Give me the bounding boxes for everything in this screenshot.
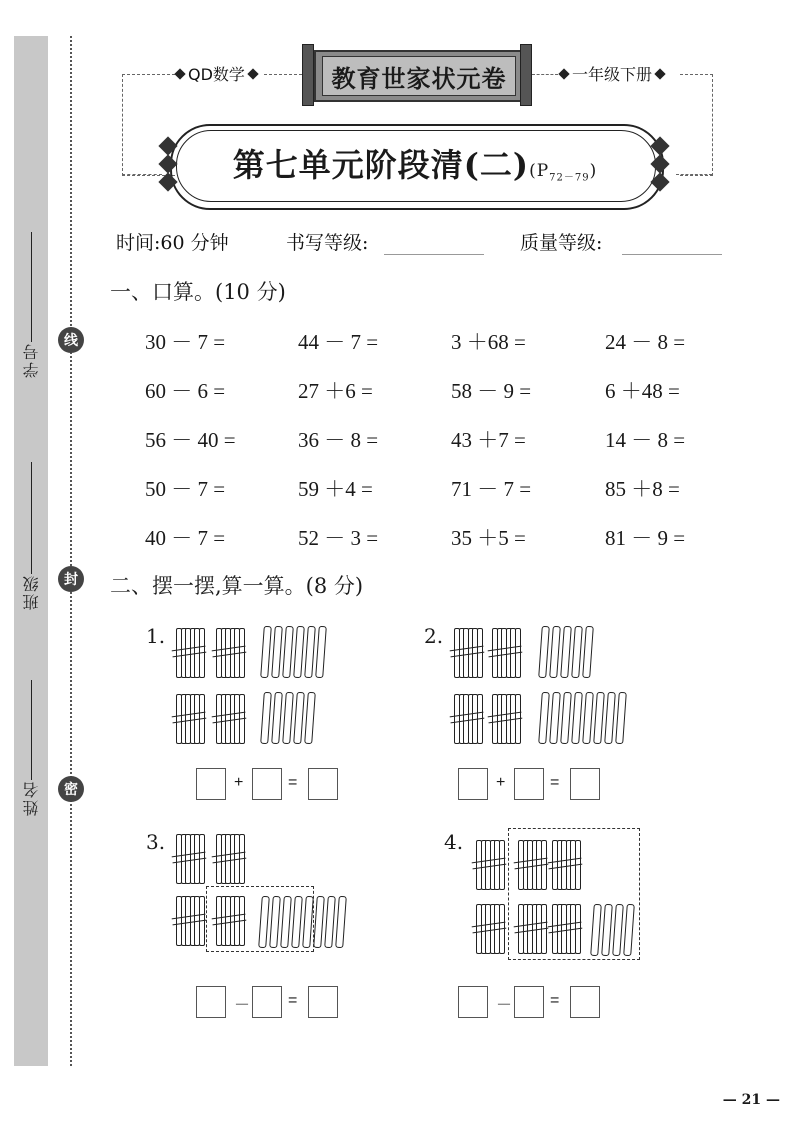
scroll-rod-right xyxy=(520,44,532,106)
single-stick-icon xyxy=(538,626,550,678)
diamond-icon xyxy=(158,154,177,173)
single-stick-icon xyxy=(582,626,594,678)
student-id-field xyxy=(14,232,48,378)
fold-dotted-line xyxy=(70,36,72,1066)
operator-sign: － xyxy=(234,997,251,1014)
answer-box[interactable] xyxy=(458,986,488,1018)
single-stick-icon xyxy=(293,692,305,744)
answer-box[interactable] xyxy=(570,986,600,1018)
time-limit: 时间:60 分钟 xyxy=(116,232,229,254)
single-stick-icon xyxy=(335,896,347,948)
single-stick-icon xyxy=(304,626,316,678)
equals-sign: = xyxy=(550,992,560,1009)
banner-body xyxy=(314,50,524,102)
right-connector-foot xyxy=(676,174,712,175)
diamond-icon xyxy=(558,68,569,79)
equals-sign: = xyxy=(550,774,560,791)
quality-grade-field[interactable] xyxy=(622,254,722,255)
subject-tag-text: QD数学 xyxy=(188,65,245,84)
grade-tag-text: 一年级下册 xyxy=(572,65,653,84)
math-expression: 44 － 7 = xyxy=(298,330,379,354)
title-page-range: $(P_{72-79})$ xyxy=(529,161,598,184)
right-diamond-stack xyxy=(652,138,668,190)
math-expression: 35 ＋5 = xyxy=(451,526,526,550)
binding-sidebar xyxy=(14,36,48,1066)
math-expression: 40 － 7 = xyxy=(145,526,226,550)
ten-stick-bundle-icon xyxy=(174,830,204,884)
operator-sign: － xyxy=(496,997,513,1014)
ten-stick-bundle-icon xyxy=(474,900,504,954)
math-expression: 6 ＋48 = xyxy=(605,379,680,403)
single-stick-icon xyxy=(324,896,336,948)
section1-heading: 一、口算。(10 分) xyxy=(110,280,286,304)
single-stick-icon xyxy=(560,692,572,744)
writing-grade-field[interactable] xyxy=(384,254,484,255)
left-diamond-stack xyxy=(160,138,176,190)
single-stick-icon xyxy=(260,692,272,744)
grade-tag xyxy=(560,62,664,85)
problem-1-label: 1. xyxy=(146,624,166,648)
single-stick-icon xyxy=(582,692,594,744)
math-expression: 85 ＋8 = xyxy=(605,477,680,501)
right-tag-connector xyxy=(532,74,558,75)
answer-box[interactable] xyxy=(514,986,544,1018)
diamond-icon xyxy=(247,68,258,79)
equals-sign: = xyxy=(288,774,298,791)
answer-box[interactable] xyxy=(458,768,488,800)
equals-sign: = xyxy=(288,992,298,1009)
answer-box[interactable] xyxy=(514,768,544,800)
title-main: 第七单元阶段清(二) xyxy=(232,146,530,184)
single-stick-icon xyxy=(271,692,283,744)
diamond-icon xyxy=(158,136,177,155)
ten-stick-bundle-icon xyxy=(452,624,482,678)
problem-2-label: 2. xyxy=(424,624,444,648)
operator-sign: + xyxy=(234,774,244,791)
operator-sign: + xyxy=(496,774,506,791)
answer-box[interactable] xyxy=(196,768,226,800)
right-connector xyxy=(680,74,713,176)
seal-mark-secret: 密 xyxy=(58,776,84,802)
math-expression: 43 ＋7 = xyxy=(451,428,526,452)
ten-stick-bundle-icon xyxy=(214,690,244,744)
diamond-icon xyxy=(174,68,185,79)
ten-stick-bundle-icon xyxy=(174,892,204,946)
ten-stick-bundle-icon xyxy=(214,624,244,678)
single-stick-icon xyxy=(304,692,316,744)
banner-text: 教育世家状元卷 xyxy=(322,56,516,96)
answer-box[interactable] xyxy=(252,986,282,1018)
subject-tag xyxy=(176,62,257,85)
single-stick-icon xyxy=(604,692,616,744)
ten-stick-bundle-icon xyxy=(214,830,244,884)
left-connector-foot xyxy=(122,174,162,175)
diamond-icon xyxy=(158,172,177,191)
class-label: 班级 xyxy=(21,574,41,610)
single-stick-icon xyxy=(538,692,550,744)
single-stick-icon xyxy=(313,896,325,948)
problem-3-label: 3. xyxy=(146,830,166,854)
math-expression: 59 ＋4 = xyxy=(298,477,373,501)
single-stick-icon xyxy=(615,692,627,744)
answer-box[interactable] xyxy=(196,986,226,1018)
answer-box[interactable] xyxy=(570,768,600,800)
left-tag-connector xyxy=(264,74,302,75)
scroll-rod-left xyxy=(302,44,314,106)
section2-heading: 二、摆一摆,算一算。(8 分) xyxy=(110,574,364,598)
ten-stick-bundle-icon xyxy=(174,690,204,744)
math-expression: 60 － 6 = xyxy=(145,379,226,403)
single-stick-icon xyxy=(282,626,294,678)
single-stick-icon xyxy=(571,692,583,744)
single-stick-icon xyxy=(271,626,283,678)
student-id-label: 学号 xyxy=(21,342,41,378)
answer-box[interactable] xyxy=(308,986,338,1018)
problem-4-label: 4. xyxy=(444,830,464,854)
math-expression: 14 － 8 = xyxy=(605,428,686,452)
answer-box[interactable] xyxy=(308,768,338,800)
ten-stick-bundle-icon xyxy=(474,836,504,890)
answer-box[interactable] xyxy=(252,768,282,800)
ten-stick-bundle-icon xyxy=(174,624,204,678)
single-stick-icon xyxy=(560,626,572,678)
single-stick-icon xyxy=(571,626,583,678)
name-field xyxy=(14,680,48,816)
name-label: 姓名 xyxy=(21,780,41,816)
student-id-line[interactable] xyxy=(31,232,32,342)
writing-grade-label: 书写等级: xyxy=(286,232,369,254)
single-stick-icon xyxy=(293,626,305,678)
math-expression: 52 － 3 = xyxy=(298,526,379,550)
class-line[interactable] xyxy=(31,462,32,574)
diamond-icon xyxy=(650,154,669,173)
math-expression: 3 ＋68 = xyxy=(451,330,526,354)
math-expression: 71 － 7 = xyxy=(451,477,532,501)
single-stick-icon xyxy=(549,692,561,744)
diamond-icon xyxy=(650,136,669,155)
single-stick-icon xyxy=(315,626,327,678)
problem-4-selection-box xyxy=(508,828,640,960)
math-expression: 27 ＋6 = xyxy=(298,379,373,403)
single-stick-icon xyxy=(260,626,272,678)
math-expression: 30 － 7 = xyxy=(145,330,226,354)
diamond-icon xyxy=(654,68,665,79)
seal-mark-line: 线 xyxy=(58,327,84,353)
math-expression: 36 － 8 = xyxy=(298,428,379,452)
quality-grade-label: 质量等级: xyxy=(520,232,603,254)
class-field xyxy=(14,462,48,610)
math-expression: 50 － 7 = xyxy=(145,477,226,501)
single-stick-icon xyxy=(593,692,605,744)
page-number: — 21 — xyxy=(722,1092,780,1108)
ten-stick-bundle-icon xyxy=(490,624,520,678)
single-stick-icon xyxy=(282,692,294,744)
math-expression: 56 － 40 = xyxy=(145,428,236,452)
math-expression: 24 － 8 = xyxy=(605,330,686,354)
name-line[interactable] xyxy=(31,680,32,780)
page-title xyxy=(180,140,650,186)
brand-banner xyxy=(302,44,532,104)
single-stick-icon xyxy=(549,626,561,678)
ten-stick-bundle-icon xyxy=(490,690,520,744)
math-expression: 58 － 9 = xyxy=(451,379,532,403)
diamond-icon xyxy=(650,172,669,191)
ten-stick-bundle-icon xyxy=(452,690,482,744)
seal-mark-seal: 封 xyxy=(58,566,84,592)
math-expression: 81 － 9 = xyxy=(605,526,686,550)
problem-3-selection-box xyxy=(206,886,314,952)
